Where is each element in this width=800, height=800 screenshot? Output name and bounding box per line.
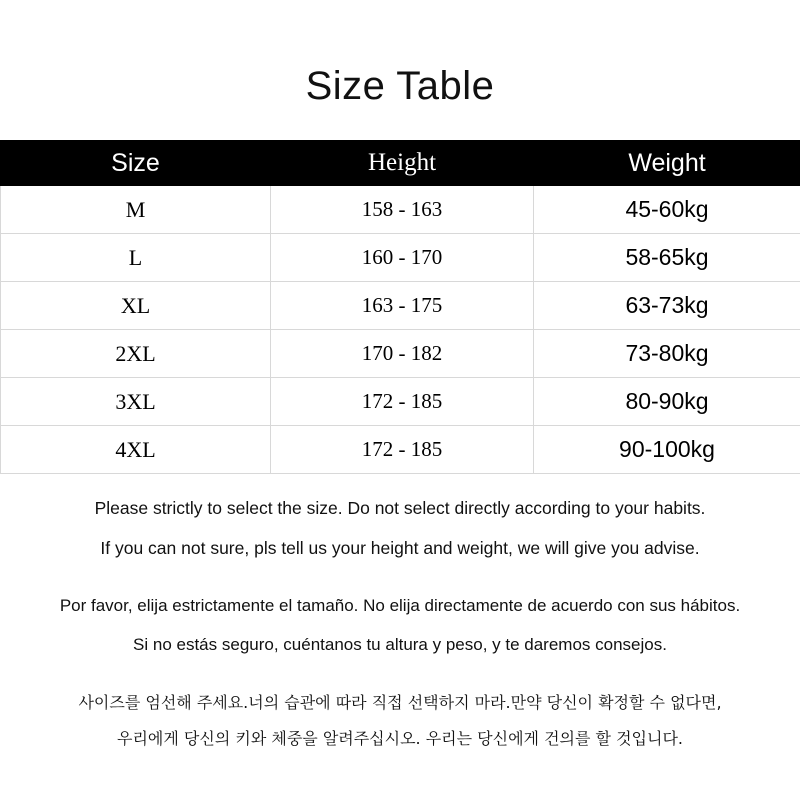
column-header-height: Height — [271, 141, 534, 186]
table-row — [1, 282, 800, 330]
notes-section — [0, 500, 800, 747]
table-row — [1, 426, 800, 474]
cell-height: 172 - 185 — [271, 378, 534, 426]
column-header-weight: Weight — [534, 141, 800, 186]
size-table — [0, 140, 800, 474]
note-spanish-line-2: Si no estás seguro, cuéntanos tu altura y peso, y te daremos consejos. — [133, 635, 667, 654]
cell-height: 172 - 185 — [271, 426, 534, 474]
cell-size: 3XL — [1, 378, 271, 426]
note-english-line-2: If you can not sure, pls tell us your height and weight, we will give you advise. — [100, 537, 700, 558]
table-body — [1, 186, 800, 474]
column-header-size: Size — [1, 141, 271, 186]
cell-size: M — [1, 186, 271, 234]
cell-height: 160 - 170 — [271, 234, 534, 282]
cell-size: 4XL — [1, 426, 271, 474]
note-korean-line-1: 사이즈를 엄선해 주세요.너의 습관에 따라 직접 선택하지 마라.만약 당신이 확정할 수 없다면, — [78, 693, 722, 712]
cell-weight: 58-65kg — [534, 234, 800, 282]
size-table-container — [0, 140, 800, 474]
cell-height: 158 - 163 — [271, 186, 534, 234]
note-korean-line-2: 우리에게 당신의 키와 체중을 알려주십시오. 우리는 당신에게 건의를 할 것입니다. — [117, 729, 683, 748]
page-title: Size Table — [305, 64, 495, 108]
cell-size: L — [1, 234, 271, 282]
cell-height: 170 - 182 — [271, 330, 534, 378]
cell-weight: 63-73kg — [534, 282, 800, 330]
cell-weight: 45-60kg — [534, 186, 800, 234]
table-row — [1, 330, 800, 378]
cell-size: 2XL — [1, 330, 271, 378]
cell-height: 163 - 175 — [271, 282, 534, 330]
note-english-line-1: Please strictly to select the size. Do not select directly according to your habits. — [94, 498, 706, 518]
table-header — [1, 141, 800, 186]
table-header-row — [1, 141, 800, 186]
cell-weight: 73-80kg — [534, 330, 800, 378]
table-row — [1, 378, 800, 426]
table-row — [1, 186, 800, 234]
cell-weight: 80-90kg — [534, 378, 800, 426]
cell-weight: 90-100kg — [534, 426, 800, 474]
table-row — [1, 234, 800, 282]
cell-size: XL — [1, 282, 271, 330]
note-spanish-line-1: Por favor, elija estrictamente el tamaño. No elija directamente de acuerdo con sus hábitos. — [59, 596, 741, 615]
